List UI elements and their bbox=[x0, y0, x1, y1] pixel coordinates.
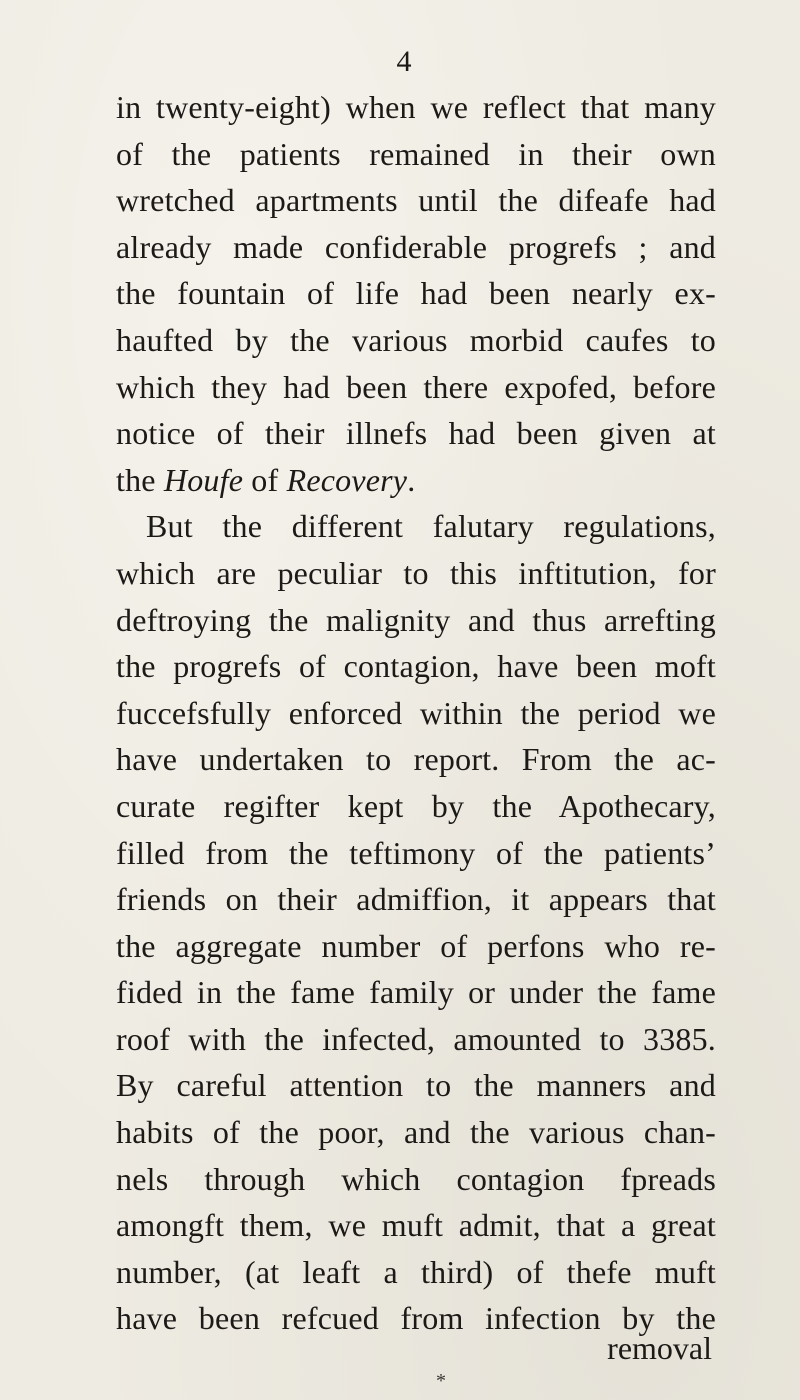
text-line: By careful attention to the manners and bbox=[116, 1067, 716, 1104]
footer-mark: * bbox=[436, 1370, 446, 1392]
text-fragment: the bbox=[116, 461, 164, 498]
text-line: of the patients remained in their own bbox=[116, 135, 716, 172]
text-line: which are peculiar to this inftitution, for bbox=[116, 554, 716, 591]
text-line: notice of their illnefs had been given at bbox=[116, 415, 716, 452]
text-line-italic-title bbox=[116, 457, 716, 504]
text-line: in twenty-eight) when we reflect that many bbox=[116, 89, 716, 125]
text-line: have been refcued from infection by the bbox=[116, 1300, 716, 1337]
text-fragment: of bbox=[243, 461, 287, 498]
text-line: nels through which contagion fpreads bbox=[116, 1160, 716, 1197]
text-line: the fountain of life had been nearly ex- bbox=[116, 275, 716, 312]
italic-term-recovery: Recovery bbox=[286, 461, 408, 498]
text-fragment: . bbox=[407, 461, 416, 498]
text-line: habits of the poor, and the various chan- bbox=[116, 1114, 716, 1151]
text-line: deftroying the malignity and thus arrefting bbox=[116, 601, 716, 638]
text-line: have undertaken to report. From the ac- bbox=[116, 741, 716, 778]
text-line: the progrefs of contagion, have been moft bbox=[116, 648, 716, 685]
text-line: fided in the fame family or under the fame bbox=[116, 974, 716, 1011]
text-line: fuccefsfully enforced within the period we bbox=[116, 694, 716, 731]
text-line: roof with the infected, amounted to 3385. bbox=[116, 1020, 716, 1057]
page-number: 4 bbox=[396, 45, 412, 78]
catchword: removal bbox=[607, 1330, 712, 1366]
text-line: number, (at leaft a third) of thefe muft bbox=[116, 1253, 716, 1290]
text-line: wretched apartments until the difeafe had bbox=[116, 182, 716, 219]
text-line: already made confiderable progrefs ; and bbox=[116, 228, 716, 265]
text-line: which they had been there expofed, before bbox=[116, 368, 716, 405]
body-text bbox=[116, 84, 716, 1342]
italic-term-houfe: Houfe bbox=[163, 461, 244, 498]
text-line: the aggregate number of perfons who re- bbox=[116, 927, 716, 964]
text-line: friends on their admiffion, it appears that bbox=[116, 881, 716, 918]
paragraph-start-line: But the different falutary regulations, bbox=[146, 508, 716, 545]
text-line: filled from the teftimony of the patients’ bbox=[116, 834, 716, 871]
text-line: curate regifter kept by the Apothecary, bbox=[116, 787, 716, 824]
text-line: amongft them, we muft admit, that a great bbox=[116, 1207, 716, 1244]
text-line: haufted by the various morbid caufes to bbox=[116, 321, 716, 358]
